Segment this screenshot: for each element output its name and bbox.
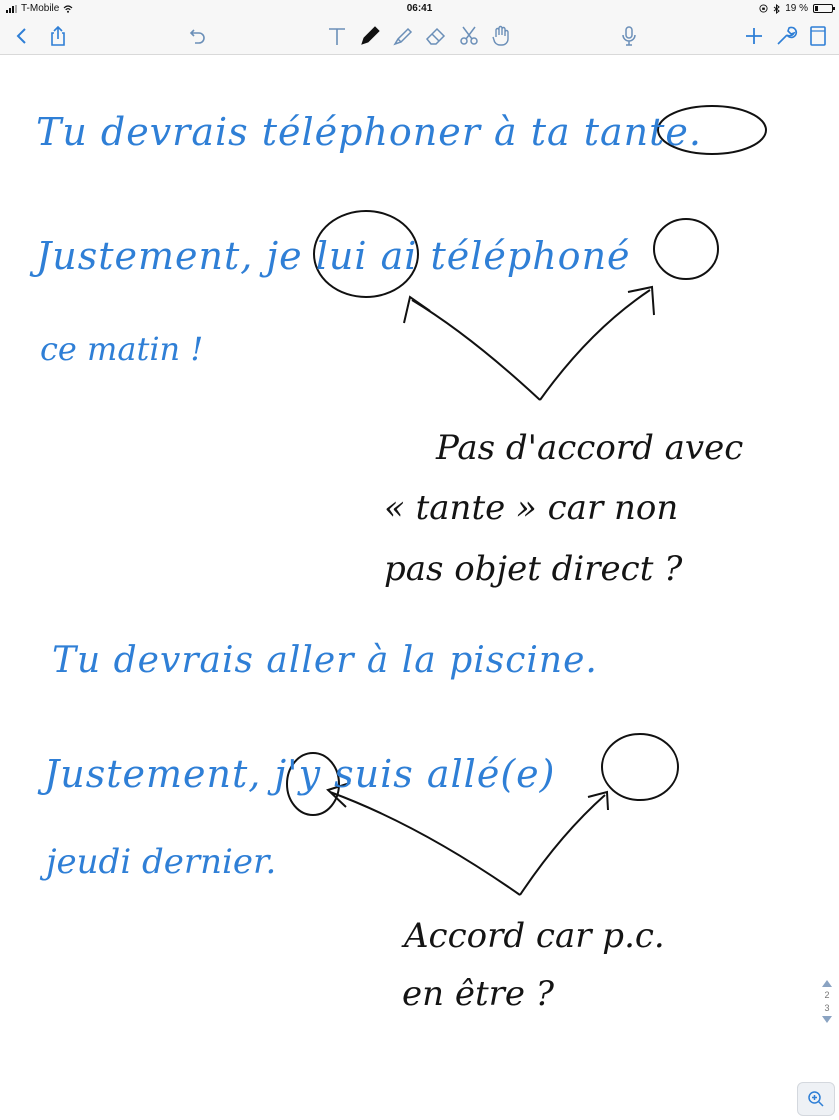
share-icon: [46, 24, 70, 48]
annotation-1-line-2: « tante » car non: [384, 488, 679, 528]
page-view-button[interactable]: [804, 22, 832, 50]
undo-button[interactable]: [184, 22, 212, 50]
back-button[interactable]: [8, 22, 36, 50]
page-current: 2: [824, 990, 830, 1000]
annotation-1-line-1: Pas d'accord avec: [436, 428, 744, 468]
note-line-2: Justement, je lui ai téléphoné: [36, 234, 631, 278]
bluetooth-icon: [773, 4, 780, 14]
note-page[interactable]: [0, 55, 839, 1120]
page-up-icon[interactable]: [822, 980, 832, 987]
page-down-icon[interactable]: [822, 1016, 832, 1023]
hand-tool-button[interactable]: [487, 22, 515, 50]
highlighter-tool-button[interactable]: [389, 22, 417, 50]
undo-icon: [186, 24, 210, 48]
eraser-tool-button[interactable]: [422, 22, 450, 50]
highlighter-tool-icon: [391, 24, 415, 48]
arrow-to-e: [520, 792, 608, 895]
annotation-2-line-1: Accord car p.c.: [404, 916, 665, 956]
arrow-to-accent: [540, 287, 654, 400]
orientation-lock-icon: [759, 4, 768, 13]
status-bar: [0, 0, 839, 18]
annotation-1-line-3: pas objet direct ?: [384, 549, 683, 589]
microphone-icon: [617, 24, 641, 48]
status-time: 06:41: [406, 3, 433, 14]
note-line-1: Tu devrais téléphoner à ta tante.: [36, 110, 702, 154]
circle-accent: [654, 219, 718, 279]
battery-icon: [813, 4, 833, 13]
settings-button[interactable]: [772, 22, 800, 50]
back-icon: [10, 24, 34, 48]
page-indicator: [820, 980, 834, 1066]
annotation-2-line-2: en être ?: [402, 974, 555, 1014]
page-total: 3: [824, 1003, 830, 1013]
lasso-tool-button[interactable]: [455, 22, 483, 50]
add-button[interactable]: [740, 22, 768, 50]
status-right: [759, 3, 833, 14]
note-line-5: Justement, j'y suis allé(e): [44, 752, 556, 796]
pen-tool-button[interactable]: [356, 22, 384, 50]
text-tool-icon: [325, 24, 349, 48]
note-line-6: jeudi dernier.: [46, 842, 277, 882]
note-line-4: Tu devrais aller à la piscine.: [52, 640, 598, 681]
add-icon: [742, 24, 766, 48]
lasso-tool-icon: [457, 24, 481, 48]
carrier-name: T-Mobile: [21, 3, 60, 14]
settings-icon: [774, 24, 798, 48]
app-toolbar: [0, 18, 839, 55]
pen-tool-icon: [358, 24, 382, 48]
note-line-3: ce matin !: [40, 330, 204, 368]
zoom-button[interactable]: [797, 1082, 835, 1116]
hand-tool-icon: [489, 24, 513, 48]
circle-e: [602, 734, 678, 800]
eraser-tool-icon: [424, 24, 448, 48]
zoom-in-icon: [807, 1090, 825, 1108]
share-button[interactable]: [44, 22, 72, 50]
page-view-icon: [806, 24, 830, 48]
battery-percent: 19 %: [785, 3, 808, 14]
arrow-to-jy: [328, 783, 520, 895]
arrow-to-lui: [404, 297, 540, 400]
microphone-button[interactable]: [615, 22, 643, 50]
text-tool-button[interactable]: [323, 22, 351, 50]
